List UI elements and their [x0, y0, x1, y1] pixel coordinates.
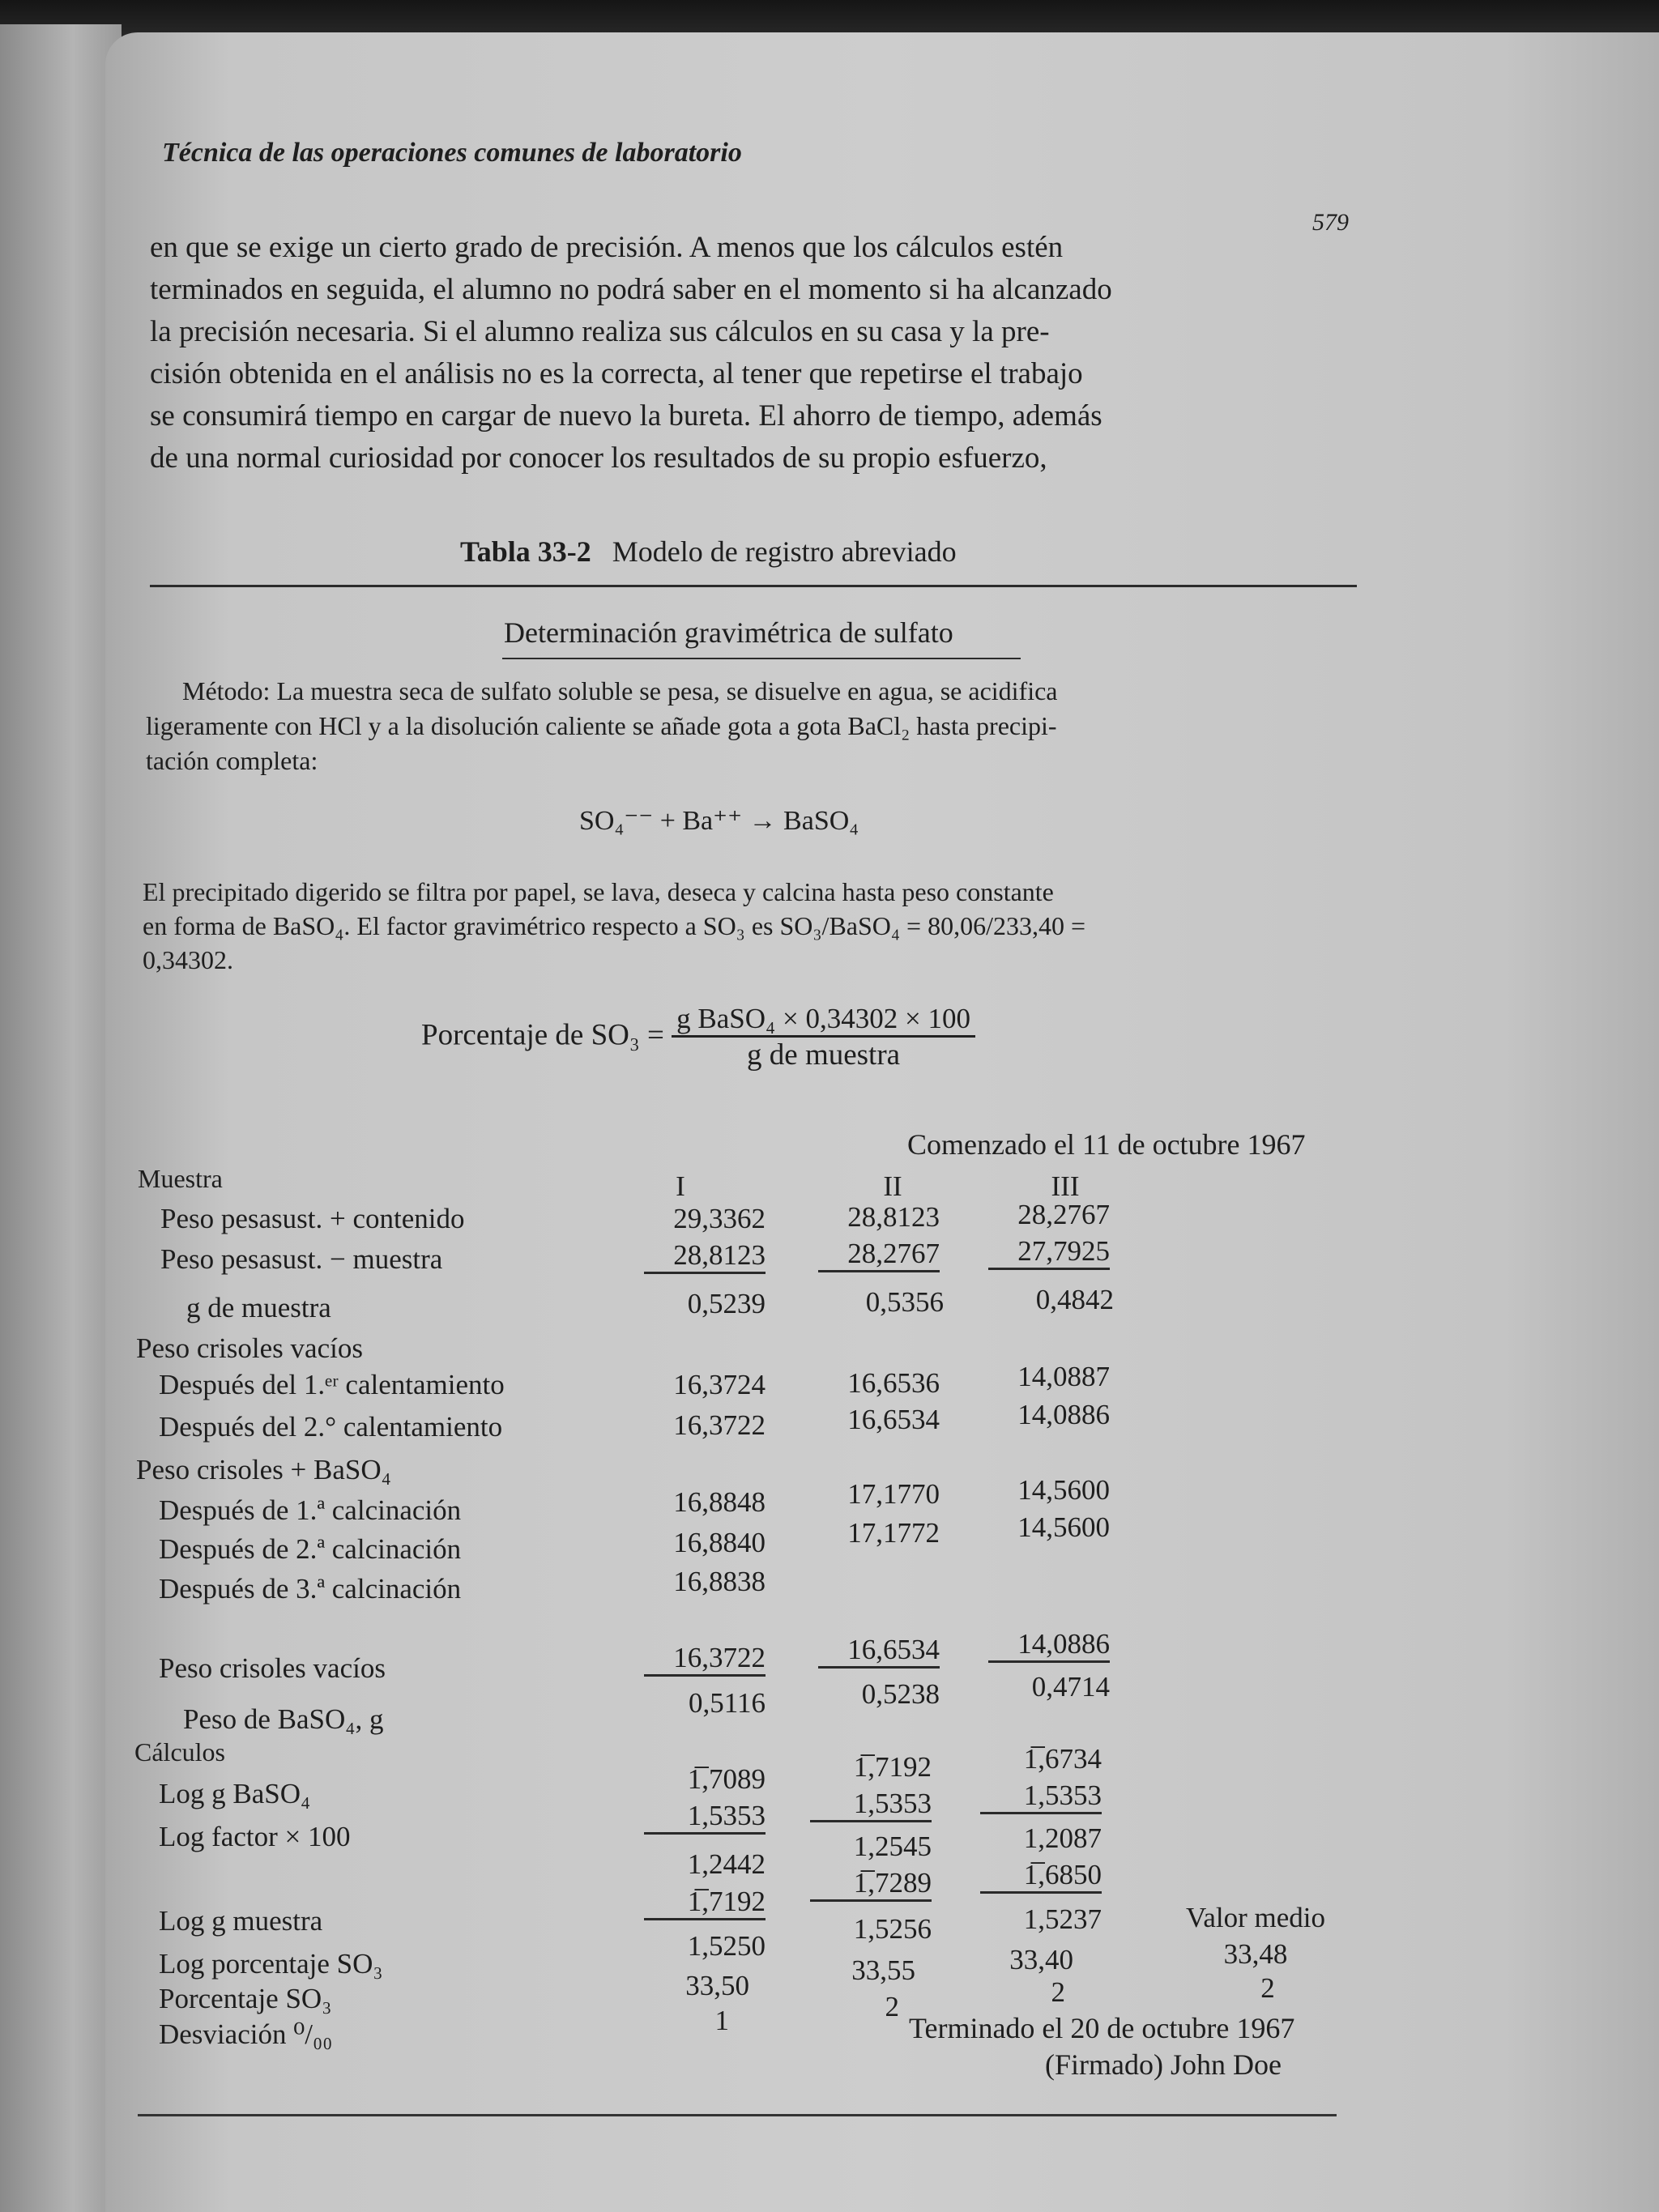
label-despues-2-cal: Después del 2.° calentamiento — [159, 1411, 503, 1443]
cell-i-log-baso4: 1̅,7089 — [687, 1763, 766, 1795]
label-calc-2: Después de 2.ª calcinación — [159, 1533, 462, 1565]
mean-deviation: 2 — [1260, 1972, 1275, 2004]
procedure-line: El precipitado digerido se filtra por papel, se lava, deseca y calcina hasta peso constante — [143, 877, 1054, 906]
cell-ii-peso-contenido: 28,8123 — [847, 1201, 940, 1233]
cell-ii-porcentaje: 33,55 — [851, 1954, 915, 1986]
signature: (Firmado) John Doe — [1045, 2048, 1282, 2081]
cell-ii-calc-1: 17,1770 — [847, 1478, 940, 1510]
cell-ii-log-baso4: 1̅,7192 — [853, 1751, 932, 1783]
body-line: terminados en seguida, el alumno no podrá saber en el momento si ha alcanzado — [150, 273, 1112, 306]
mean-label: Valor medio — [1185, 1902, 1326, 1933]
cell-iii-calc-1: 14,5600 — [1017, 1474, 1110, 1506]
procedure-paragraph — [143, 875, 1358, 977]
method-line: ligeramente con HCl y a la disolución caliente se añade gota a gota BaCl₂ hasta precipi- — [146, 711, 1057, 740]
cell-i-despues-1-cal: 16,3724 — [673, 1369, 766, 1400]
cell-ii-calc-2: 17,1772 — [847, 1517, 940, 1549]
table-title: Modelo de registro abreviado — [612, 535, 957, 568]
running-head: Técnica de las operaciones comunes de laboratorio — [162, 138, 742, 168]
formula-denominator: g de muestra — [747, 1038, 901, 1072]
label-crisoles-vacios: Peso crisoles vacíos — [136, 1332, 363, 1364]
cell-ii-desviacion: 2 — [885, 1991, 899, 2022]
cell-i-log-porcentaje: 1,5250 — [687, 1930, 766, 1962]
finish-date: Terminado el 20 de octubre 1967 — [909, 2012, 1295, 2044]
table-subtitle: Determinación gravimétrica de sulfato — [504, 616, 953, 649]
formula-numerator: g BaSO₄ × 0,34302 × 100 — [672, 1003, 975, 1038]
cell-ii-g-muestra: 0,5356 — [865, 1286, 944, 1318]
label-muestra: Muestra — [138, 1164, 223, 1193]
body-paragraph — [150, 227, 1361, 479]
cell-i-calc-2: 16,8840 — [673, 1527, 766, 1558]
cell-ii-log-porcentaje: 1,5256 — [853, 1913, 932, 1945]
mean-percent: 33,48 — [1223, 1938, 1288, 1970]
formula-lhs: Porcentaje de SO₃ = — [421, 1018, 664, 1052]
cell-i-despues-2-cal: 16,3722 — [673, 1409, 766, 1441]
cell-ii-log-muestra: 1̅,7289 — [810, 1867, 932, 1902]
column-header-i: I — [676, 1170, 685, 1202]
label-g-muestra: g de muestra — [186, 1292, 331, 1323]
cell-iii-calc-2: 14,5600 — [1017, 1511, 1110, 1543]
label-log-factor: Log factor × 100 — [159, 1821, 351, 1852]
label-log-baso4: Log g BaSO₄ — [159, 1778, 311, 1809]
method-line: Método: La muestra seca de sulfato soluble se pesa, se disuelve en agua, se acidifica — [182, 676, 1058, 705]
label-calculos: Cálculos — [134, 1737, 225, 1767]
cell-i-peso-contenido: 29,3362 — [673, 1203, 766, 1234]
label-desviacion: Desviación ⁰/₀₀ — [159, 2018, 333, 2050]
formula-fraction — [672, 1003, 975, 1072]
table-bottom-rule — [138, 2114, 1337, 2116]
reaction-equation: SO₄⁻⁻ + Ba⁺⁺ → BaSO₄ — [579, 806, 859, 836]
cell-i-desviacion: 1 — [714, 2005, 729, 2036]
cell-iii-peso-muestra: 27,7925 — [988, 1235, 1110, 1270]
facing-page-edge — [0, 24, 122, 2212]
start-date: Comenzado el 11 de octubre 1967 — [907, 1128, 1306, 1161]
cell-i-log-muestra: 1̅,7192 — [644, 1886, 766, 1920]
body-line: en que se exige un cierto grado de precisión. A menos que los cálculos estén — [150, 231, 1064, 264]
cell-iii-despues-2-cal: 14,0886 — [1017, 1399, 1110, 1430]
body-line: se consumirá tiempo en cargar de nuevo la bureta. El ahorro de tiempo, además — [150, 399, 1102, 433]
cell-i-g-muestra: 0,5239 — [687, 1288, 766, 1319]
label-crisoles-vacios-2: Peso crisoles vacíos — [159, 1652, 386, 1684]
label-crisoles-baso4: Peso crisoles + BaSO₄ — [136, 1454, 391, 1485]
cell-iii-log-porcentaje: 1,5237 — [1023, 1903, 1102, 1935]
cell-iii-despues-1-cal: 14,0887 — [1017, 1361, 1110, 1392]
cell-ii-log-factor: 1,5353 — [810, 1788, 932, 1822]
cell-iii-crisoles-vacios-2: 14,0886 — [988, 1628, 1110, 1663]
cell-i-calc-3: 16,8838 — [673, 1566, 766, 1597]
cell-iii-log-factor: 1,5353 — [980, 1779, 1102, 1814]
title-rule — [150, 585, 1357, 587]
method-paragraph — [146, 674, 1357, 778]
cell-i-log-sum: 1,2442 — [687, 1848, 766, 1880]
label-calc-3: Después de 3.ª calcinación — [159, 1573, 462, 1605]
cell-iii-g-muestra: 0,4842 — [1035, 1284, 1114, 1315]
column-header-ii: II — [883, 1170, 902, 1202]
method-line: tación completa: — [146, 746, 318, 775]
cell-ii-peso-muestra: 28,2767 — [818, 1238, 940, 1272]
label-calc-1: Después de 1.ª calcinación — [159, 1494, 462, 1526]
cell-iii-peso-baso4: 0,4714 — [1031, 1671, 1110, 1703]
body-line: de una normal curiosidad por conocer los resultados de su propio esfuerzo, — [150, 441, 1047, 475]
label-peso-muestra: Peso pesasust. − muestra — [160, 1243, 443, 1275]
cell-iii-log-muestra: 1̅,6850 — [980, 1859, 1102, 1894]
body-line: la precisión necesaria. Si el alumno realiza sus cálculos en su casa y la pre- — [150, 315, 1050, 348]
cell-iii-log-baso4: 1̅,6734 — [1023, 1743, 1102, 1775]
page-number: 579 — [1312, 209, 1349, 236]
cell-ii-despues-2-cal: 16,6534 — [847, 1404, 940, 1435]
cell-iii-desviacion: 2 — [1051, 1976, 1065, 2008]
cell-ii-peso-baso4: 0,5238 — [861, 1678, 940, 1710]
label-porcentaje: Porcentaje SO₃ — [159, 1983, 332, 2014]
label-peso-contenido: Peso pesasust. + contenido — [160, 1203, 465, 1234]
label-log-porcentaje: Log porcentaje SO₃ — [159, 1948, 383, 1980]
percentage-formula — [421, 1003, 975, 1072]
cell-iii-log-sum: 1,2087 — [1023, 1822, 1102, 1854]
table-label: Tabla 33-2 — [460, 535, 591, 568]
cell-i-calc-1: 16,8848 — [673, 1486, 766, 1518]
column-header-iii: III — [1051, 1170, 1080, 1202]
cell-ii-despues-1-cal: 16,6536 — [847, 1367, 940, 1399]
label-despues-1-cal: Después del 1.ᵉʳ calentamiento — [159, 1369, 505, 1400]
cell-ii-log-sum: 1,2545 — [853, 1831, 932, 1862]
label-peso-baso4: Peso de BaSO₄, g — [183, 1703, 384, 1735]
procedure-line: en forma de BaSO₄. El factor gravimétrico respecto a SO₃ es SO₃/BaSO₄ = 80,06/233,40 = — [143, 911, 1086, 940]
subtitle-rule — [502, 658, 1021, 659]
procedure-line: 0,34302. — [143, 945, 233, 974]
table-caption — [460, 535, 957, 569]
cell-iii-peso-contenido: 28,2767 — [1017, 1199, 1110, 1230]
cell-ii-crisoles-vacios-2: 16,6534 — [818, 1634, 940, 1669]
cell-i-porcentaje: 33,50 — [685, 1970, 749, 2001]
cell-i-log-factor: 1,5353 — [644, 1800, 766, 1835]
label-log-muestra: Log g muestra — [159, 1905, 323, 1937]
body-line: cisión obtenida en el análisis no es la correcta, al tener que repetirse el trabajo — [150, 357, 1083, 390]
cell-i-crisoles-vacios-2: 16,3722 — [644, 1642, 766, 1677]
cell-i-peso-baso4: 0,5116 — [689, 1687, 766, 1719]
cell-iii-porcentaje: 33,40 — [1009, 1944, 1073, 1975]
cell-i-peso-muestra: 28,8123 — [644, 1239, 766, 1274]
